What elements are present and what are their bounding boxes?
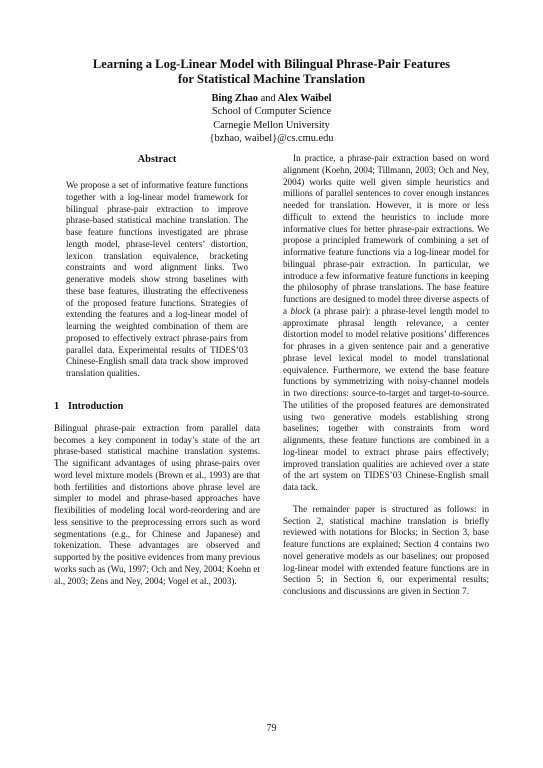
author-1: Bing Zhao (211, 93, 259, 104)
paper-title (40, 57, 503, 87)
intro-paragraph-2-italic: block (290, 305, 311, 316)
author-and: and (260, 93, 276, 104)
author-department: School of Computer Science (211, 106, 332, 118)
abstract-text: We propose a set of informative feature functions together with a log-linear model framework for bilingual phrase-pair extraction to improve phrase-based statistical machine translation. The base feature functions investigated are phrase length model, phrase-level centers’ distortion, lexicon translation equivalence, bracketing constraints and word alignment links. Two generative models show strong baselines with these base features, illustrating the effectiveness of the proposed feature functions. Strategies of extending the features and a log-linear model of learning the weighted combination of them are proposed to effectively extract phrase-pairs from parallel data. Experimental results of TIDES’03 Chinese-English small data track show improved translation qualities. (66, 180, 248, 378)
right-column (283, 153, 489, 598)
intro-paragraph-1: Bilingual phrase-pair extraction from parallel data becomes a key component in today’s state of the art phrase-based statistical machine translation systems. The significant advantages of using phrase-pairs over word level mixture models (Brown et al., 1993) are that both fertilities and distortions above phrase level are simpler to model and phrase-based approaches have flexibilities of modeling local word-reordering and are less sensitive to the preprocessing errors such as word segmentations (e.g., for Chinese and Japanese) and tokenization. These advantages are observed and supported by the positive evidences from many previous works such as (Wu, 1997; Och and Ney, 2004; Koehn et al., 2003; Zens and Ney, 2004; Vogel et al., 2003). (54, 422, 260, 586)
section-title: Introduction (68, 400, 124, 412)
title-line-1: Learning a Log-Linear Model with Bilingual Phrase-Pair Features (92, 57, 451, 71)
intro-paragraph-2-part-a: In practice, a phrase-pair extraction based on word alignment (Koehn, 2004; Tillmann, 2003; Och and Ney, 2004) works quite well given simple heuristics and millions of parallel sentences to cover enough instances needed for translation. However, it is more or less difficult to extend the heuristics to include more informative clues for better phrase-pair extractions. We propose a principled framework of combining a set of informative feature functions via a log-linear model for bilingual phrase-pair extraction. In particular, we introduce a few informative feature functions in keeping the philosophy of phrase translations. The base feature functions are designed to model three diverse aspects of a (283, 153, 489, 316)
title-line-2: for Statistical Machine Translation (177, 72, 366, 86)
author-block (40, 92, 503, 145)
author-email: {bzhao, waibel}@cs.cmu.edu (209, 132, 334, 144)
abstract-heading: Abstract (137, 154, 177, 165)
intro-paragraph-2 (283, 153, 489, 494)
author-2: Alex Waibel (277, 93, 332, 104)
author-names (40, 92, 503, 105)
author-university: Carnegie Mellon University (213, 119, 330, 131)
intro-paragraph-3: The remainder paper is structured as follows: in Section 2, statistical machine translation is briefly reviewed with notations for Blocks; in Section 3, base feature functions are explained; Section 4 contains two novel generative models as our baselines; our proposed log-linear model with extended feature functions are in Section 5; in Section 6, our experimental results; conclusions and discussions are given in Section 7. (283, 503, 489, 596)
intro-paragraph-2-part-b: (a phrase pair): a phrase-level length model to approximate phrasal length relevance, a center distortion model to model relative positions’ differences for phrases in a given sentence pair and a generative phrase level lexical model to model translational equivalence. Furthermore, we extend the base feature functions by symmetrizing with noisy-channel models in two directions: source-to-target and target-to-source. The utilities of the proposed features are demonstrated using two generative models establishing strong baselines; together with constraints from word alignments, these feature functions are combined in a log-linear model to extract phrase pairs effectively; improved translation qualities are achieved over a state of the art system on TIDES’03 Chinese-English small data tack. (283, 305, 490, 492)
section-number: 1 (54, 400, 60, 412)
left-column (54, 153, 260, 587)
section-heading-introduction (54, 400, 260, 413)
page-number: 79 (266, 723, 277, 734)
